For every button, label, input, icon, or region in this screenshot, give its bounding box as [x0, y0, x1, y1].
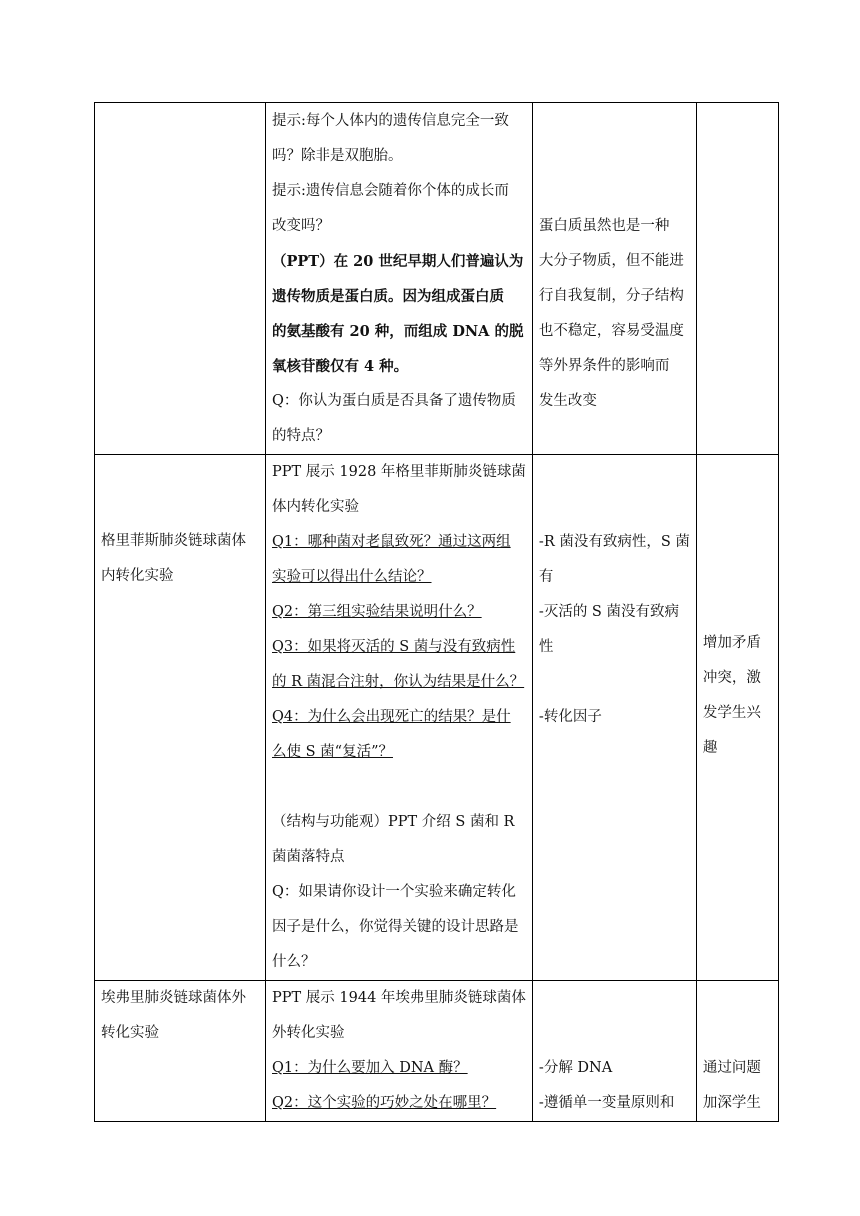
text-line: 通过问题	[702, 1060, 761, 1076]
section-title: 转化实验	[101, 1025, 159, 1041]
text-line: 遗传物质是蛋白质。因为组成蛋白质	[272, 288, 504, 305]
table-cell-student-response	[532, 103, 696, 455]
text-line: （PPT）在 20 世纪早期人们普遍认为	[272, 253, 524, 270]
text-line: 的氨基酸有 20 种，而组成 DNA 的脱	[272, 323, 524, 340]
table-cell-activity	[266, 103, 533, 455]
table-cell-activity	[266, 455, 533, 981]
table-row	[95, 103, 779, 455]
text-line: 提示:遗传信息会随着你个体的成长而	[272, 183, 509, 199]
table-row	[95, 455, 779, 981]
text-line: -灭活的 S 菌没有致病	[538, 604, 679, 620]
text-line: 因子是什么，你觉得关键的设计思路是	[272, 919, 519, 935]
table-cell-design-intent	[696, 103, 778, 455]
table-cell-design-intent	[696, 981, 778, 1122]
text-line: 菌菌落特点	[272, 849, 345, 865]
table-cell-student-response	[532, 981, 696, 1122]
question-line: 的 R 菌混合注射，你认为结果是什么？	[272, 674, 525, 690]
text-line: 体内转化实验	[272, 499, 359, 515]
question-line: Q1：哪种菌对老鼠致死？通过这两组	[272, 534, 511, 550]
table-cell-design-intent	[696, 455, 778, 981]
text-line: 趣	[702, 740, 718, 756]
section-title: 格里菲斯肺炎链球菌体	[101, 533, 246, 549]
table-row	[95, 981, 779, 1122]
text-line: Q：如果请你设计一个实验来确定转化	[272, 884, 516, 900]
text-line: 增加矛盾	[702, 635, 761, 651]
table-cell-section	[95, 103, 266, 455]
table-cell-section	[95, 981, 266, 1122]
table-cell-student-response	[532, 455, 696, 981]
text-line: 性	[538, 639, 554, 655]
table-cell-section	[95, 455, 266, 981]
section-title: 埃弗里肺炎链球菌体外	[101, 990, 246, 1006]
question-line: Q2：第三组实验结果说明什么？	[272, 604, 482, 620]
text-line: -遵循单一变量原则和	[538, 1095, 675, 1111]
text-line: -转化因子	[538, 709, 602, 725]
table-cell-activity	[266, 981, 533, 1122]
text-line: -R 菌没有致病性，S 菌	[538, 534, 690, 550]
text-line: 氧核苷酸仅有 4 种。	[272, 358, 409, 375]
text-line: 吗？除非是双胞胎。	[272, 148, 403, 164]
text-line: 冲突，激	[702, 670, 761, 686]
text-line: PPT 展示 1928 年格里菲斯肺炎链球菌	[272, 464, 526, 480]
text-line: 改变吗？	[272, 218, 330, 234]
text-line: 大分子物质，但不能进	[538, 253, 684, 269]
question-line: 么使 S 菌“复活”？	[272, 744, 393, 760]
question-line: Q4：为什么会出现死亡的结果？是什	[272, 709, 511, 725]
blank-line	[272, 770, 526, 805]
text-line: 发生改变	[538, 393, 597, 409]
text-line: 加深学生	[702, 1095, 761, 1111]
question-line: Q2：这个实验的巧妙之处在哪里？	[272, 1095, 497, 1111]
text-line: 有	[538, 569, 554, 585]
text-line: 的特点？	[272, 428, 330, 444]
text-line: 外转化实验	[272, 1025, 345, 1041]
text-line: PPT 展示 1944 年埃弗里肺炎链球菌体	[272, 990, 526, 1006]
text-line: （结构与功能观）PPT 介绍 S 菌和 R	[272, 814, 515, 830]
text-line: Q：你认为蛋白质是否具备了遗传物质	[272, 393, 516, 409]
text-line: 提示:每个人体内的遗传信息完全一致	[272, 113, 509, 129]
text-line: 行自我复制，分子结构	[538, 288, 684, 304]
text-line: 发学生兴	[702, 705, 761, 721]
text-line: 也不稳定，容易受温度	[538, 323, 684, 339]
section-title: 内转化实验	[101, 568, 174, 584]
question-line: Q1：为什么要加入 DNA 酶？	[272, 1060, 468, 1076]
text-line: -分解 DNA	[538, 1060, 613, 1076]
question-line: Q3：如果将灭活的 S 菌与没有致病性	[272, 639, 516, 655]
question-line: 实验可以得出什么结论？	[272, 569, 432, 585]
text-line: 蛋白质虽然也是一种	[538, 218, 670, 234]
lesson-plan-table	[94, 102, 779, 1122]
text-line: 什么？	[272, 954, 316, 970]
blank-line	[539, 665, 690, 700]
text-line: 等外界条件的影响而	[538, 358, 670, 374]
